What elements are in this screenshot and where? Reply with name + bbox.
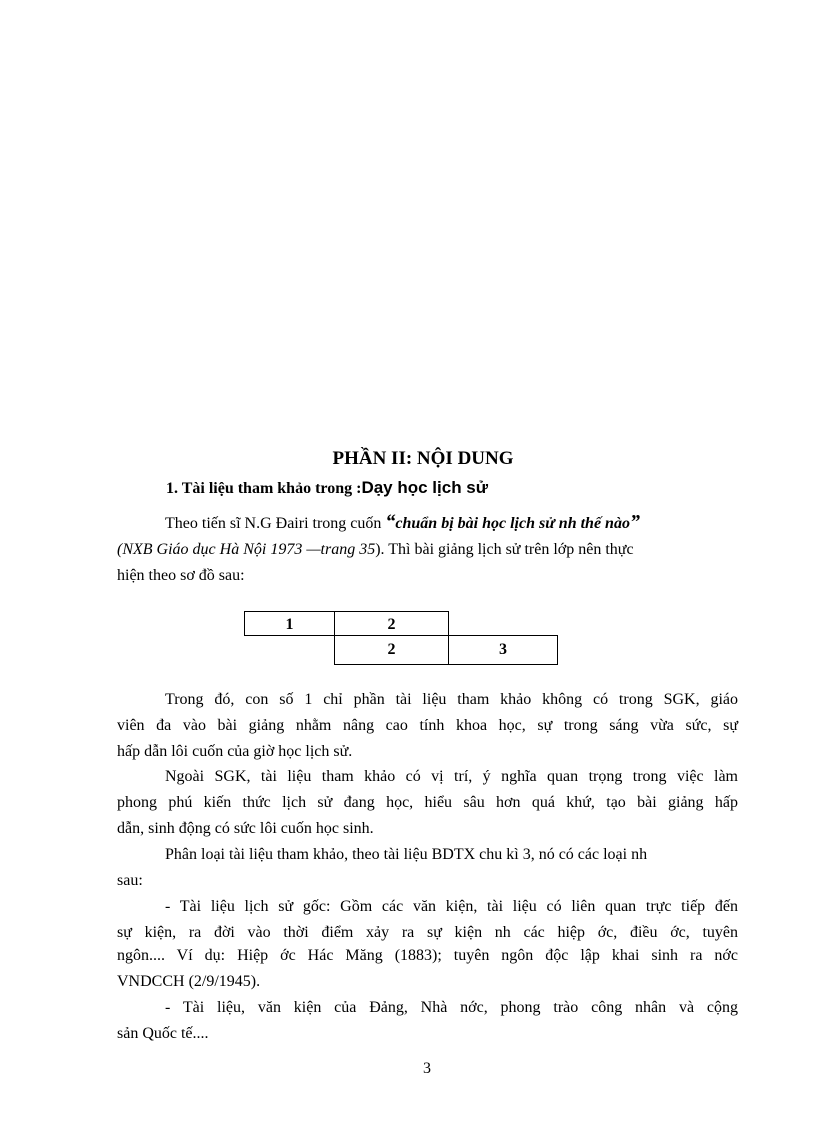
para5-line3: ngôn.... Ví dụ: Hiệp ớc Hác Măng (1883); tuyên ngôn độc lập khai sinh ra nớc bbox=[117, 947, 738, 964]
quote-open: “ bbox=[385, 511, 396, 533]
para2-line1: Trong đó, con số 1 chỉ phần tài liệu tham khảo không có trong SGK, giáo bbox=[165, 691, 738, 708]
para1-intro: Theo tiến sĩ N.G Đairi trong cuốn bbox=[165, 515, 386, 532]
book-title: chuẩn bị bài học lịch sử nh thế nào bbox=[395, 515, 630, 532]
para1-line1 bbox=[165, 511, 640, 534]
para4-line1: Phân loại tài liệu tham khảo, theo tài liệu BDTX chu kì 3, nó có các loại nh bbox=[165, 846, 648, 863]
heading-prefix: 1. Tài liệu tham khảo trong : bbox=[166, 480, 362, 497]
subsection-heading bbox=[166, 478, 488, 498]
para3-line2: phong phú kiến thức lịch sử đang học, hiểu sâu hơn quá khứ, tạo bài giảng hấp bbox=[117, 794, 738, 811]
section-title: PHẦN II: NỘI DUNG bbox=[332, 448, 514, 469]
para1-line2 bbox=[117, 541, 634, 559]
quote-close: ” bbox=[629, 511, 640, 533]
heading-suffix: Dạy học lịch sử bbox=[361, 478, 489, 497]
para2-line3: hấp dẫn lôi cuốn của giờ học lịch sử. bbox=[117, 743, 353, 760]
page-number: 3 bbox=[423, 1060, 431, 1077]
para2-line2: viên đa vào bài giảng nhằm nâng cao tính khoa học, sự trong sáng vừa sức, sự bbox=[117, 717, 738, 734]
para6-line1: - Tài liệu, văn kiện của Đảng, Nhà nớc, phong trào công nhân và cộng bbox=[165, 999, 738, 1016]
para4-line2: sau: bbox=[117, 872, 143, 889]
diagram-cell-1: 1 bbox=[244, 611, 335, 636]
diagram-cell-3: 3 bbox=[448, 635, 558, 665]
para5-line4: VNDCCH (2/9/1945). bbox=[117, 973, 261, 990]
para1-line2-rest: ). Thì bài giảng lịch sử trên lớp nên thực bbox=[375, 541, 634, 558]
diagram-cell-2-top: 2 bbox=[334, 611, 449, 636]
book-source: (NXB Giáo dục Hà Nội 1973 —trang 35 bbox=[117, 541, 376, 558]
para6-line2: sản Quốc tế.... bbox=[117, 1025, 209, 1042]
para5-line1: - Tài liệu lịch sử gốc: Gồm các văn kiện, tài liệu có liên quan trực tiếp đến bbox=[165, 898, 738, 915]
para1-line3: hiện theo sơ đồ sau: bbox=[117, 567, 245, 584]
para5-line2: sự kiện, ra đời vào thời điểm xảy ra sự kiện nh các hiệp ớc, điều ớc, tuyên bbox=[117, 924, 738, 941]
lesson-diagram bbox=[244, 611, 558, 667]
diagram-cell-2-bottom: 2 bbox=[334, 635, 449, 665]
para3-line3: dẫn, sinh động có sức lôi cuốn học sinh. bbox=[117, 820, 374, 837]
para3-line1: Ngoài SGK, tài liệu tham khảo có vị trí, ý nghĩa quan trọng trong việc làm bbox=[165, 768, 738, 785]
